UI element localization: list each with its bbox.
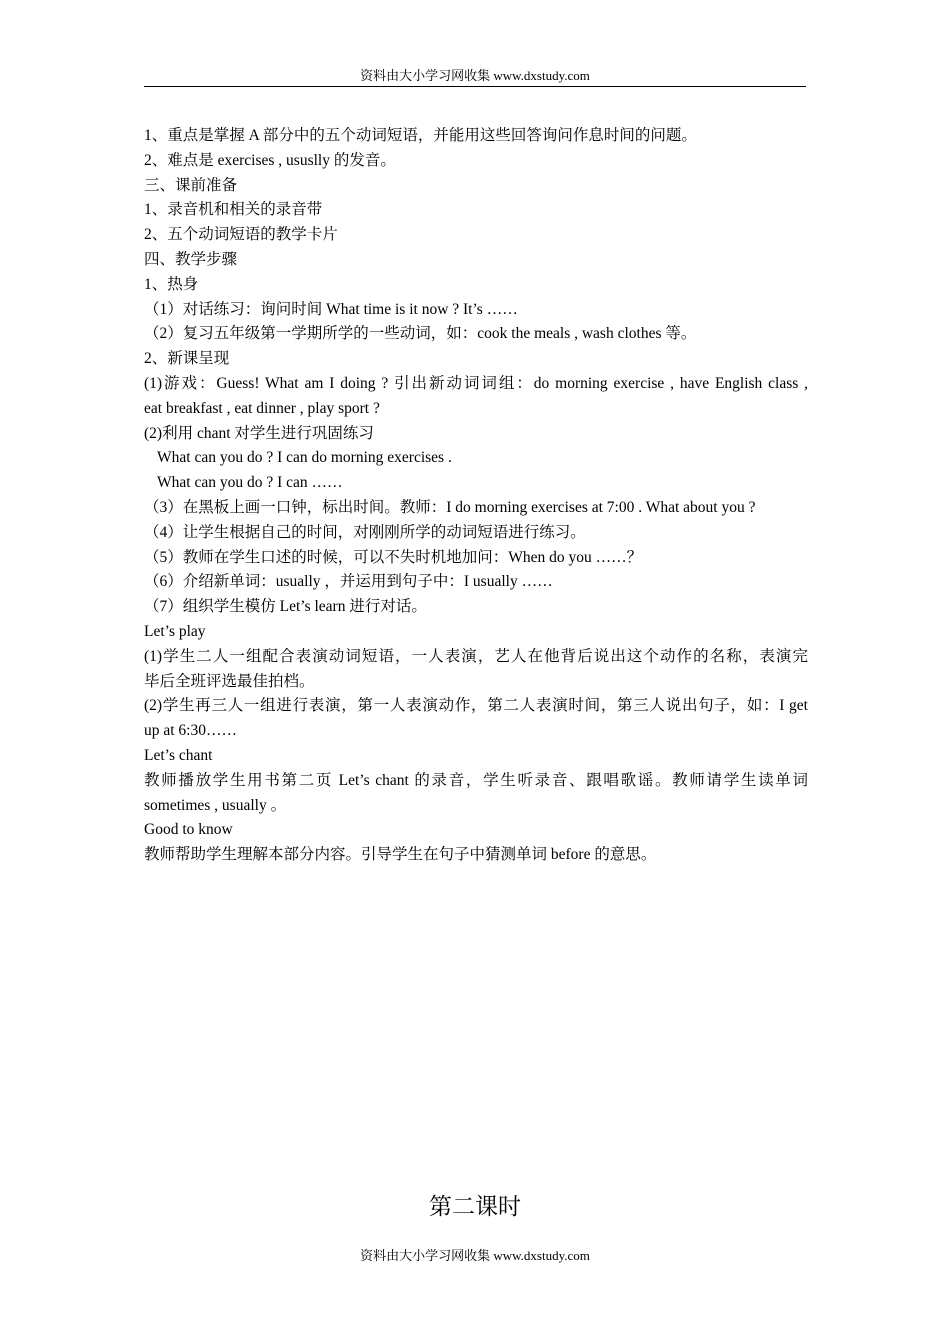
text-line: Let’s play [144, 622, 206, 640]
text-line: up at 6:30…… [144, 722, 237, 740]
text-line: What can you do ? I can do morning exercises . [157, 449, 452, 467]
text-line: （5）教师在学生口述的时候，可以不失时机地加问：When do you ……？ [144, 548, 643, 566]
section-title: 第二课时 [429, 1194, 521, 1219]
text-line: Let’s chant [144, 746, 213, 764]
text-line: 2、难点是 exercises , ususlly 的发音。 [144, 151, 396, 169]
text-line: (1)学生二人一组配合表演动词短语，一人表演，艺人在他背后说出这个动作的名称，表演完 [144, 647, 808, 665]
text-line: （2）复习五年级第一学期所学的一些动词，如：cook the meals , wash clothes 等。 [144, 325, 697, 343]
text-line: (1)游戏：Guess! What am I doing ? 引出新动词词组：do morning exercise , have English class , [144, 374, 808, 392]
text-line: (2)利用 chant 对学生进行巩固练习 [144, 424, 374, 442]
text-line: 2、五个动词短语的教学卡片 [144, 226, 338, 244]
page-footer: 资料由大小学习网收集 www.dxstudy.com [360, 1248, 590, 1263]
text-line: （1）对话练习：询问时间 What time is it now ? It’s …… [144, 300, 518, 318]
text-line: What can you do ? I can …… [157, 474, 343, 492]
text-line: （3）在黑板上画一口钟，标出时间。教师：I do morning exercises at 7:00 . What about you ? [144, 498, 756, 516]
section-heading: 三、课前准备 [144, 176, 238, 194]
text-line: （7）组织学生模仿 Let’s learn 进行对话。 [144, 598, 427, 616]
text-line: （4）让学生根据自己的时间，对刚刚所学的动词短语进行练习。 [144, 523, 586, 541]
text-line: 2、新课呈现 [144, 350, 230, 368]
document-body [144, 124, 808, 868]
text-line: 毕后全班评选最佳拍档。 [144, 672, 315, 690]
text-line: 1、重点是掌握 A 部分中的五个动词短语，并能用这些回答询问作息时间的问题。 [144, 127, 697, 144]
text-line: 1、录音机和相关的录音带 [144, 201, 323, 219]
text-line: eat breakfast , eat dinner , play sport ? [144, 399, 380, 417]
text-line: 教师帮助学生理解本部分内容。引导学生在句子中猜测单词 before 的意思。 [144, 846, 657, 864]
text-line: 1、热身 [144, 275, 199, 293]
text-line: 教师播放学生用书第二页 Let’s chant 的录音，学生听录音、跟唱歌谣。教师请学生读单词 [144, 771, 808, 789]
page-header: 资料由大小学习网收集 www.dxstudy.com [144, 66, 806, 87]
text-line: Good to know [144, 821, 233, 839]
section-heading: 四、教学步骤 [144, 250, 238, 268]
text-line: （6）介绍新单词：usually ，并运用到句子中：I usually …… [144, 573, 553, 591]
text-line: (2)学生再三人一组进行表演，第一人表演动作，第二人表演时间，第三人说出句子，如：I get [144, 697, 808, 715]
text-line: sometimes , usually 。 [144, 796, 287, 814]
